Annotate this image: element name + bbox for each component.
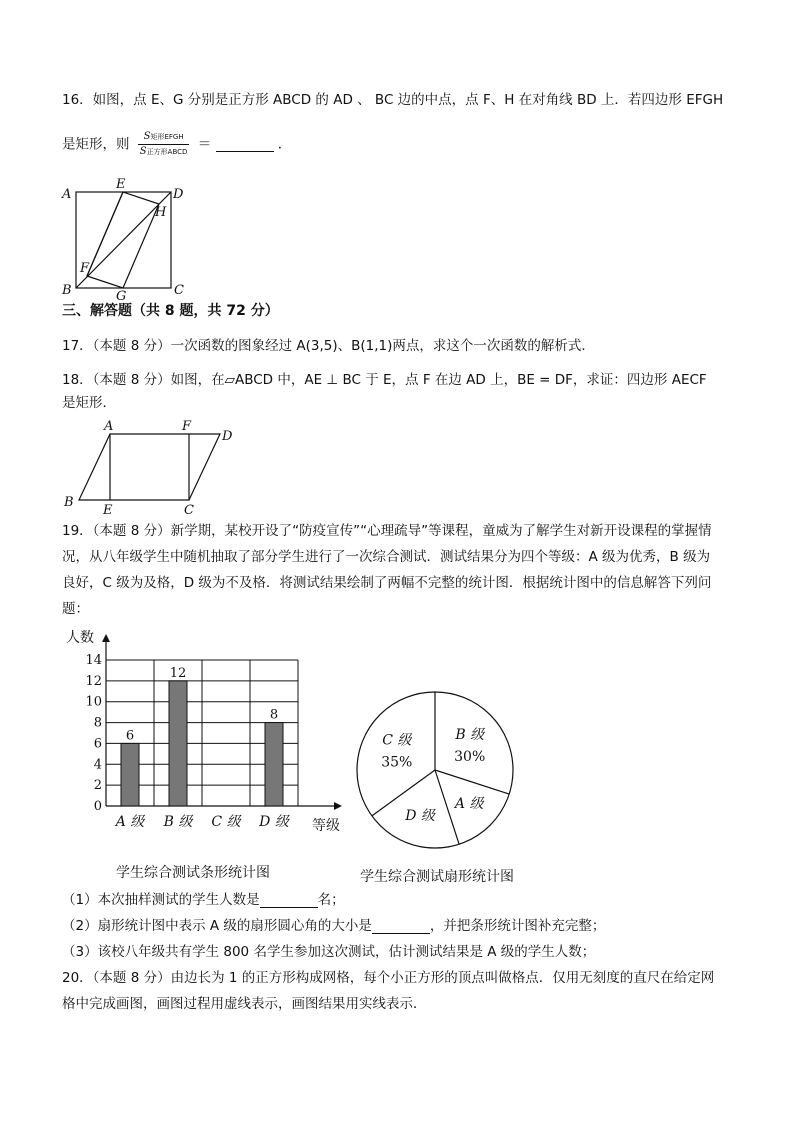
y-axis-label: 人数 xyxy=(66,630,94,646)
q19-line1: 19．（本题 8 分）新学期，某校开设了“防疫宣传”“心理疏导”等课程，童威为了解学生对新开设课程的掌握情 xyxy=(62,523,712,539)
bar xyxy=(265,723,283,806)
bar-chart xyxy=(62,622,362,837)
x-tick-label: B 级 xyxy=(163,814,193,830)
frac-num-subscript: 矩形EFGH xyxy=(150,133,184,141)
x-tick-label: D 级 xyxy=(259,814,289,830)
q19-sub3: （3）该校八年级共有学生 800 名学生参加这次测试，估计测试结果是 A 级的学生人数； xyxy=(62,944,596,960)
q18-parallelogram-figure xyxy=(62,416,252,516)
y-tick-label: 12 xyxy=(85,673,102,689)
pie-slice-value: 35% xyxy=(381,754,413,771)
pie-chart xyxy=(355,680,525,850)
y-tick-label: 4 xyxy=(93,757,102,773)
label-E: E xyxy=(116,177,126,192)
q19-line4: 题： xyxy=(62,601,89,617)
q16-equals: ＝ xyxy=(197,136,212,153)
q19-sub2: （2）扇形统计图中表示 A 级的扇形圆心角的大小是 ，并把条形统计图补充完整； xyxy=(62,918,606,934)
q19-sub1-blank[interactable] xyxy=(260,893,318,908)
pie-slice-label: A 级 xyxy=(454,796,484,813)
x-axis-label: 等级 xyxy=(312,818,340,834)
label-E: E xyxy=(103,503,113,518)
bar-data-label: 8 xyxy=(269,707,279,723)
q17-text: 17．（本题 8 分）一次函数的图象经过 A(3,5)、B(1,1)两点，求这个一次函数的解析式． xyxy=(62,338,595,354)
y-axis-arrow xyxy=(102,634,110,642)
x-tick-label: A 级 xyxy=(115,814,145,830)
q18-line2: 是矩形． xyxy=(62,395,116,411)
label-G: G xyxy=(116,289,127,304)
q16-line2-prefix: 是矩形，则 xyxy=(62,136,130,153)
bar-data-label: 12 xyxy=(169,665,187,681)
q18-line1: 18．（本题 8 分）如图，在▱ABCD 中，AE ⊥ BC 于 E，点 F 在边 AD 上，BE = DF，求证：四边形 AECF xyxy=(62,372,707,388)
label-D: D xyxy=(173,187,184,202)
q20-line1: 20．（本题 8 分）由边长为 1 的正方形构成网格，每个小正方形的顶点叫做格点．仅用无刻度的直尺在给定网 xyxy=(62,970,715,986)
q20-line2: 格中完成画图，画图过程用虚线表示，画图结果用实线表示． xyxy=(62,996,427,1012)
bar-data-label: 6 xyxy=(125,728,135,744)
pie-slice-label: C 级 xyxy=(382,732,412,749)
bar xyxy=(121,743,139,806)
label-A: A xyxy=(62,187,72,202)
bar-chart-title: 学生综合测试条形统计图 xyxy=(116,865,270,881)
pie-chart-title: 学生综合测试扇形统计图 xyxy=(360,869,514,885)
y-tick-label: 2 xyxy=(93,778,102,794)
label-D: D xyxy=(222,429,233,444)
q16-line1: 16．如图，点 E、G 分别是正方形 ABCD 的 AD 、 BC 边的中点，点 F、H 在对角线 BD 上．若四边形 EFGH xyxy=(62,92,724,108)
y-tick-label: 0 xyxy=(93,799,102,814)
label-F: F xyxy=(80,261,90,276)
q16-square-figure xyxy=(62,176,192,304)
q16-answer-blank[interactable] xyxy=(216,137,274,152)
q19-sub2-blank[interactable] xyxy=(372,919,430,934)
x-tick-label: C 级 xyxy=(211,814,241,830)
q16-line2 xyxy=(62,130,291,159)
label-H: H xyxy=(155,205,167,220)
area-ratio-fraction: $\frac{\text{S矩形EFGH}}{\text{S正方形ABCD}}$ xyxy=(139,131,188,157)
label-C: C xyxy=(174,283,184,298)
label-F: F xyxy=(182,419,192,434)
x-axis-arrow xyxy=(334,802,342,810)
section-3-title: 三、解答题（共 8 题，共 72 分） xyxy=(62,303,279,319)
y-tick-label: 6 xyxy=(93,736,102,752)
q19-sub1: （1）本次抽样测试的学生人数是 名； xyxy=(62,892,345,908)
y-tick-label: 14 xyxy=(85,653,102,668)
y-tick-label: 8 xyxy=(93,715,102,731)
pie-slice-label: B 级 xyxy=(455,726,485,743)
pie-slice-label: D 级 xyxy=(405,807,435,824)
q19-line3: 良好，C 级为及格，D 级为不及格．将测试结果绘制了两幅不完整的统计图．根据统计图中的信息解答下列问 xyxy=(62,575,712,591)
pie-slice-value: 30% xyxy=(454,748,486,765)
label-A: A xyxy=(104,419,114,434)
frac-den-subscript: 正方形ABCD xyxy=(146,148,188,156)
label-C: C xyxy=(184,503,194,518)
bar xyxy=(169,681,187,806)
label-B: B xyxy=(62,283,72,298)
y-tick-label: 10 xyxy=(85,694,102,710)
q16-period: ． xyxy=(277,136,292,153)
label-B: B xyxy=(64,495,74,510)
q19-line2: 况，从八年级学生中随机抽取了部分学生进行了一次综合测试．测试结果分为四个等级：A 级为优秀，B 级为 xyxy=(62,549,711,565)
